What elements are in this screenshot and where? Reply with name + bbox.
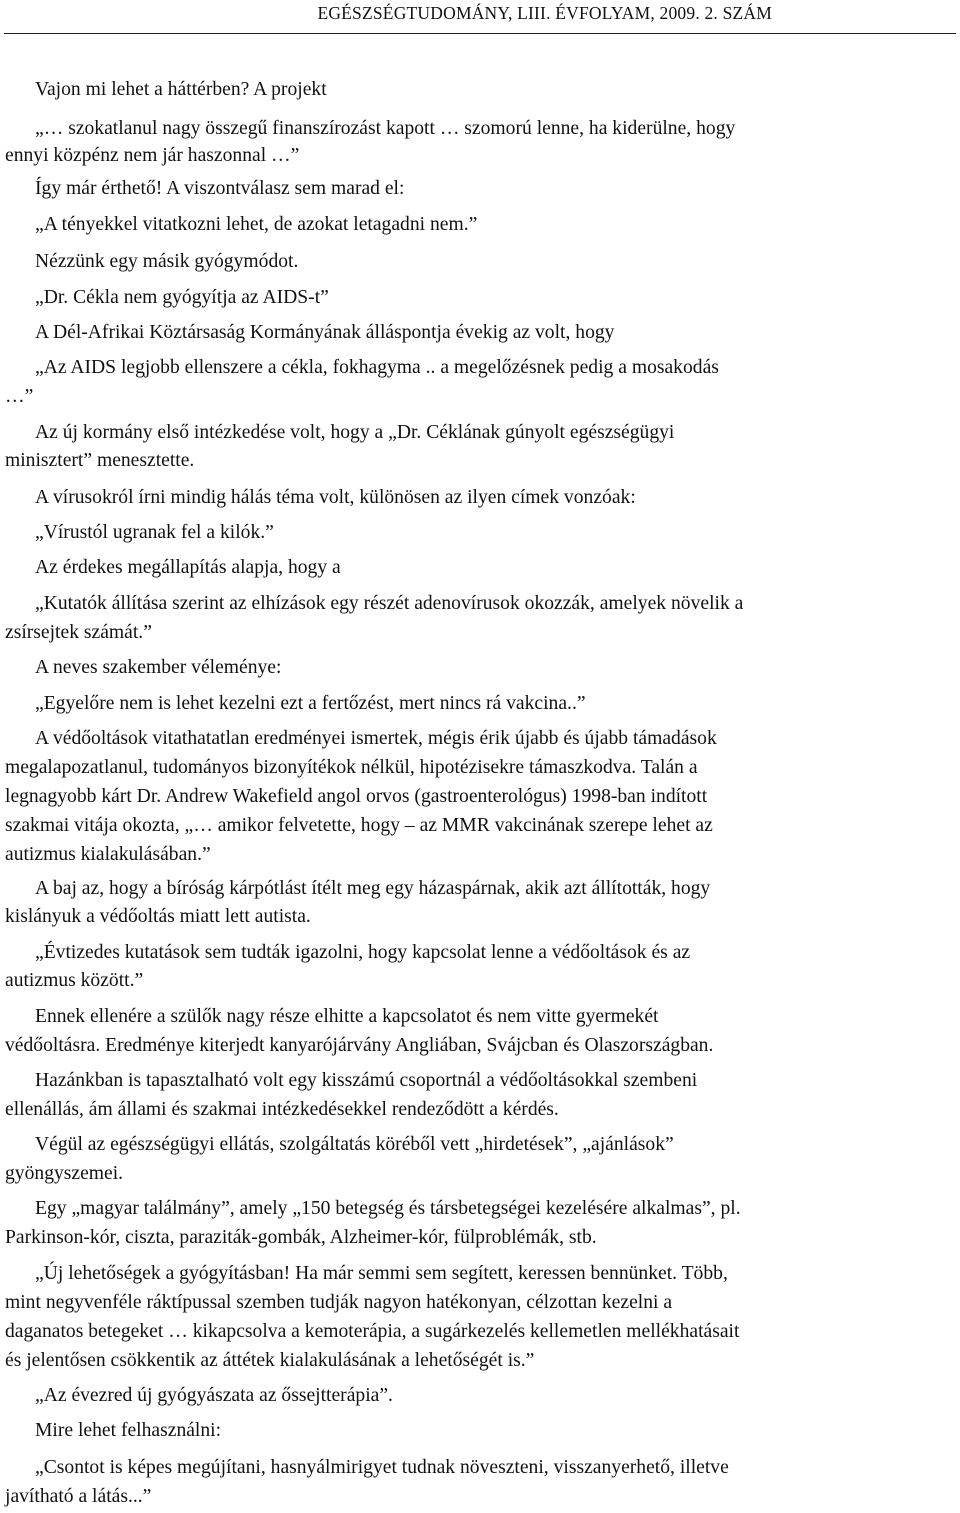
text-line: „Vírustól ugranak fel a kilók.” [35,522,274,543]
text-line: legnagyobb kárt Dr. Andrew Wakefield angol orvos (gastroenterológus) 1998-ban indított [5,786,708,807]
text-line: szakmai vitája okozta, „… amikor felvetette, hogy – az MMR vakcinának szerepe lehet az [5,815,713,836]
text-line: „Az évezred új gyógyászata az őssejtterápia”. [35,1385,393,1406]
text-line: minisztert” menesztette. [5,450,195,471]
text-line: „A tényekkel vitatkozni lehet, de azokat letagadni nem.” [35,214,478,235]
text-line: megalapozatlanul, tudományos bizonyítékok nélkül, hipotézisekre támaszkodva. Talán a [5,757,698,778]
text-line: „Az AIDS legjobb ellenszere a cékla, fokhagyma .. a megelőzésnek pedig a mosakodás [35,357,719,378]
text-line: A neves szakember véleménye: [35,657,282,678]
text-line: …” [5,386,34,407]
text-line: Az új kormány első intézkedése volt, hogy a „Dr. Céklának gúnyolt egészségügyi [35,422,675,443]
text-line: ennyi közpénz nem jár haszonnal …” [5,145,300,166]
text-line: „Évtizedes kutatások sem tudták igazolni, hogy kapcsolat lenne a védőoltások és az [35,942,691,963]
text-line: Így már érthető! A viszontválasz sem marad el: [35,178,405,199]
text-line: „Egyelőre nem is lehet kezelni ezt a fertőzést, mert nincs rá vakcina..” [35,693,586,714]
text-line: Egy „magyar találmány”, amely „150 betegség és társbetegségei kezelésére alkalmas”, pl. [35,1198,741,1219]
header-rule [4,33,956,34]
text-line: Nézzünk egy másik gyógymódot. [35,251,299,272]
text-line: „Dr. Cékla nem gyógyítja az AIDS-t” [35,287,329,308]
text-line: mint negyvenféle ráktípussal szemben tudják nagyon hatékonyan, célzottan kezelni a [5,1292,673,1313]
text-line: kislányuk a védőoltás miatt lett autista. [5,906,311,927]
text-line: Mire lehet felhasználni: [35,1420,222,1441]
text-line: A védőoltások vitathatatlan eredményei ismertek, mégis érik újabb és újabb támadások [35,728,717,749]
journal-header: EGÉSZSÉGTUDOMÁNY, LIII. ÉVFOLYAM, 2009. 2. SZÁM [317,3,772,23]
text-line: „Csontot is képes megújítani, hasnyálmirigyet tudnak növeszteni, visszanyerhető, illetve [35,1457,729,1478]
text-line: autizmus kialakulásában.” [5,844,211,865]
text-line: Hazánkban is tapasztalható volt egy kisszámú csoportnál a védőoltásokkal szembeni [35,1070,698,1091]
text-line: védőoltásra. Eredménye kiterjedt kanyarójárvány Angliában, Svájcban és Olaszországban. [5,1035,714,1056]
text-line: Vajon mi lehet a háttérben? A projekt [35,79,327,100]
text-line: daganatos betegeket … kikapcsolva a kemoterápia, a sugárkezelés kellemetlen mellékhatásait [5,1321,740,1342]
text-line: „… szokatlanul nagy összegű finanszírozást kapott … szomorú lenne, ha kiderülne, hogy [35,118,736,139]
text-line: ellenállás, ám állami és szakmai intézkedésekkel rendeződött a kérdés. [5,1099,559,1120]
text-line: A baj az, hogy a bíróság kárpótlást ítélt meg egy házaspárnak, akik azt állították, hogy [35,878,711,899]
text-line: Ennek ellenére a szülők nagy része elhitte a kapcsolatot és nem vitte gyermekét [35,1006,659,1027]
text-line: „Kutatók állítása szerint az elhízások egy részét adenovírusok okozzák, amelyek növelik a [35,593,744,614]
text-line: „Új lehetőségek a gyógyításban! Ha már semmi sem segített, keressen bennünket. Több, [35,1263,728,1284]
text-line: autizmus között.” [5,970,144,991]
text-line: A vírusokról írni mindig hálás téma volt, különösen az ilyen címek vonzóak: [35,487,636,508]
text-line: gyöngyszemei. [5,1163,124,1184]
text-line: Az érdekes megállapítás alapja, hogy a [35,557,341,578]
text-line: zsírsejtek számát.” [5,622,152,643]
text-line: Végül az egészségügyi ellátás, szolgáltatás köréből vett „hirdetések”, „ajánlások” [35,1134,674,1155]
text-line: javítható a látás...” [5,1486,152,1507]
text-line: A Dél-Afrikai Köztársaság Kormányának álláspontja évekig az volt, hogy [35,322,615,343]
text-line: Parkinson-kór, ciszta, paraziták-gombák, Alzheimer-kór, fülproblémák, stb. [5,1227,597,1248]
text-line: és jelentősen csökkentik az áttétek kialakulásának a lehetőségét is.” [5,1350,535,1371]
